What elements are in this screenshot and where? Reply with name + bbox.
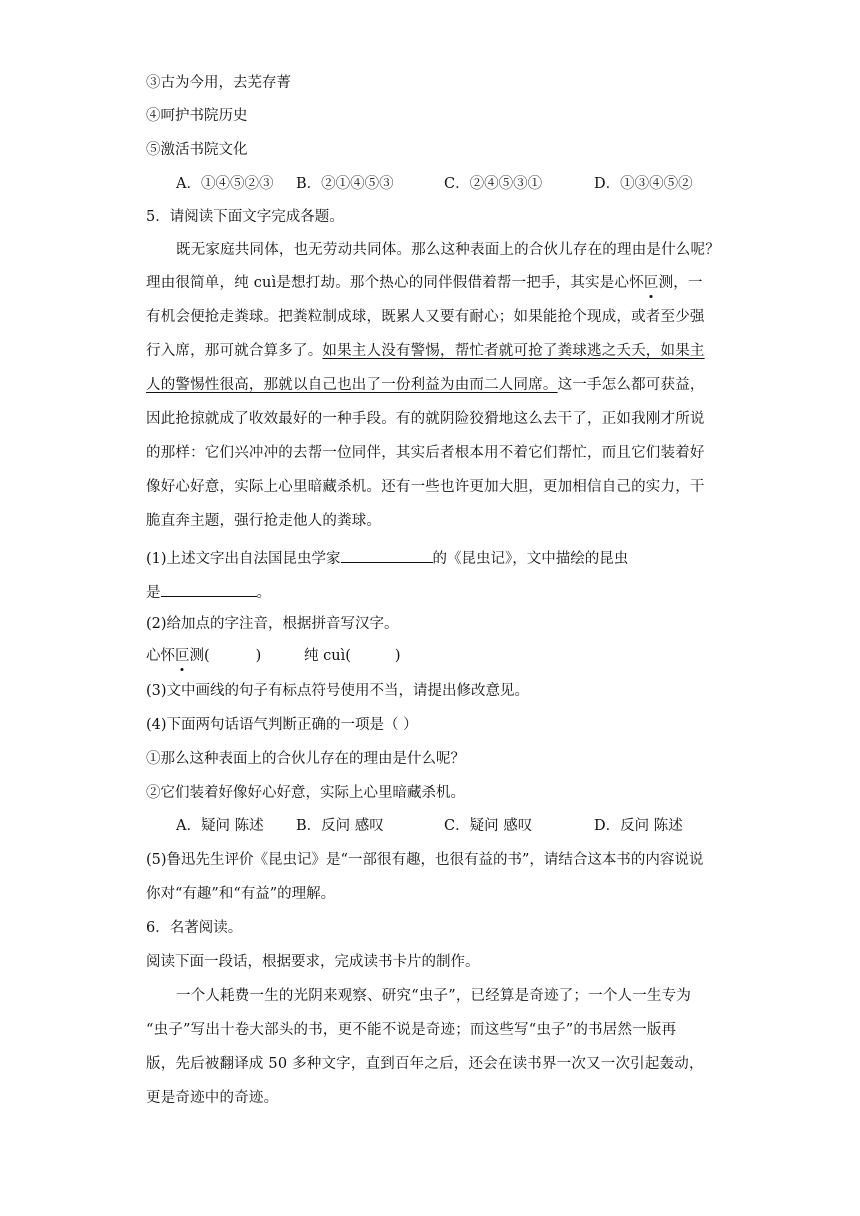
answer-blank[interactable] [341,546,433,563]
q5-passage-line: 既无家庭共同体，也无劳动共同体。那么这种表面上的合伙儿存在的理由是什么呢？ [176,242,720,258]
q5-sub2-item-1 [146,646,261,666]
q5-passage-text: 理由很简单，纯 cuì是想打劫。那个热心的同伴假借着帮一把手，其实是心怀 [146,275,644,291]
q5-sub1 [146,546,628,569]
q5-passage-line: 的那样：它们兴冲冲的去帮一位同伴，其实后者根本用不着它们帮忙，而且它们装着好 [146,445,705,461]
q5-passage-text: 测，一 [658,275,703,291]
q5-passage-line: 因此抢掠就成了收效最好的一种手段。有的就阴险狡猾地这么去干了，正如我刚才所说 [146,411,705,427]
q5-sub1-text: 是 [146,585,161,601]
q5-sub1-cont [146,580,271,603]
q5-passage-line [146,273,703,293]
q4-option-d: D．①③④⑤② [594,176,693,192]
q5-sub5: (5)鲁迅先生评价《昆虫记》是“一部很有趣，也很有益的书”，请结合这本书的内容说说 [146,852,704,868]
q5-sub4-sentence-1: ①那么这种表面上的合伙儿存在的理由是什么呢？ [146,751,465,767]
q5-heading: 5．请阅读下面文字完成各题。 [146,209,344,225]
q5-passage-line: 脆直奔主题，强行抢走他人的粪球。 [146,513,382,529]
q6-passage-line: 版，先后被翻译成 50 多种文字，直到百年之后，还会在读书界一次又一次引起轰动， [146,1056,704,1072]
q5-sub4-option-b: B．反问 感叹 [296,818,384,834]
q5-sub1-text: 的《昆虫记》，文中描绘的昆虫 [432,551,629,567]
q5-passage-line: 像好心好意，实际上心里暗藏杀机。还有一些也许更加大胆，更加相信自己的实力，干 [146,479,705,495]
q5-sub2-text: ) [255,648,262,664]
emphasis-dot-char: 叵 [175,648,190,664]
q6-passage-line: 一个人耗费一生的光阴来观察、研究“虫子”，已经算是奇迹了；一个人一生专为 [176,988,692,1004]
q5-passage-text: 行入席，那可就合算多了。 [146,343,323,359]
q4-item-4: ④呵护书院历史 [146,108,248,124]
q6-heading: 6．名著阅读。 [146,920,243,936]
q5-passage-line: 有机会便抢走粪球。把粪粒制成球，既累人又要有耐心；如果能抢个现成，或者至少强 [146,309,705,325]
underlined-sentence: 如果主人没有警惕，帮忙者就可抢了粪球逃之夭夭，如果主 [322,343,705,359]
q5-sub5-cont: 你对“有趣”和“有益”的理解。 [146,886,336,902]
q6-passage-line: “虫子”写出十卷大部头的书，更不能不说是奇迹；而这些写“虫子”的书居然一版再 [146,1022,677,1038]
q5-sub1-text: 。 [256,585,271,601]
q5-sub2-item-2 [304,646,401,666]
q6-instruction: 阅读下面一段话，根据要求，完成读书卡片的制作。 [146,954,480,970]
answer-blank[interactable] [161,580,257,597]
q5-sub2: (2)给加点的字注音，根据拼音写汉字。 [146,616,399,632]
q5-sub2-text: 纯 cuì( [304,648,351,664]
q5-sub2-text: ) [394,648,401,664]
q5-sub3: (3)文中画线的句子有标点符号使用不当，请提出修改意见。 [146,683,530,699]
q5-passage-line [146,375,705,395]
emphasis-dot-char: 叵 [643,275,659,291]
q4-option-a: A．①④⑤②③ [176,176,274,192]
q5-sub4-sentence-2: ②它们装着好像好心好意，实际上心里暗藏杀机。 [146,785,465,801]
q5-sub2-text: 心怀 [146,648,175,664]
q5-sub2-text: 测( [189,648,210,664]
q4-option-c: C．②④⑤③① [444,176,543,192]
q5-sub4-option-d: D．反问 陈述 [594,818,683,834]
underlined-sentence: 人的警惕性很高，那就以自己也出了一份利益为由而二人同席。 [146,377,558,393]
q4-item-3: ③古为今用，去芜存菁 [146,75,291,91]
q4-item-5: ⑤激活书院文化 [146,142,248,158]
q4-option-b: B．②①④⑤③ [296,176,394,192]
q5-passage-line [146,341,705,361]
q5-sub4-option-a: A．疑问 陈述 [176,818,264,834]
q6-passage-line: 更是奇迹中的奇迹。 [146,1090,279,1106]
q5-sub4-option-c: C．疑问 感叹 [444,818,533,834]
q5-sub1-text: (1)上述文字出自法国昆虫学家 [146,551,341,567]
q5-sub4: (4)下面两句话语气判断正确的一项是（ ） [146,717,418,733]
q5-passage-text: 这一手怎么都可获益， [557,377,705,393]
